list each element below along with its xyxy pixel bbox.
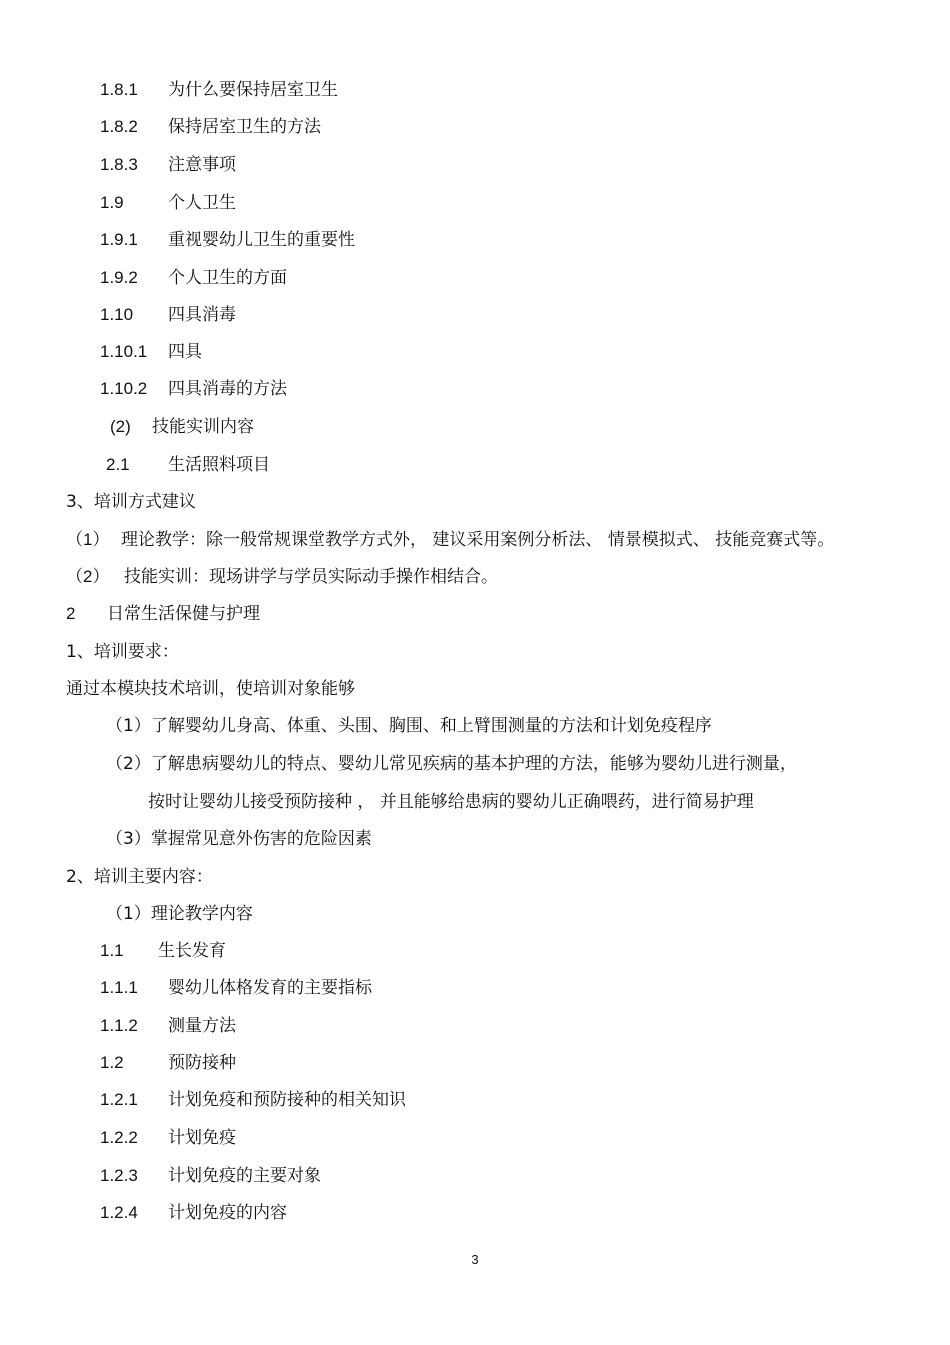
item-text: 计划免疫和预防接种的相关知识	[168, 1090, 406, 1110]
requirement-item	[106, 828, 606, 850]
item-number: 1.10.2	[100, 379, 148, 398]
toc-item	[100, 192, 500, 214]
item-text: 生活照料项目	[168, 455, 270, 475]
toc-item	[100, 1127, 500, 1149]
requirement-text: 按时让婴幼儿接受预防接种 ， 并且能够给患病的婴幼儿正确喂药，进行简易护理	[148, 792, 754, 812]
section-heading	[66, 641, 466, 663]
toc-item	[100, 1015, 500, 1037]
item-text: 婴幼儿体格发育的主要指标	[168, 978, 372, 998]
toc-item	[100, 79, 500, 101]
toc-item	[100, 1052, 500, 1074]
toc-item	[100, 940, 500, 962]
item-label: （2）	[66, 567, 110, 586]
skill-item	[106, 454, 506, 476]
item-number: 1.2	[100, 1053, 124, 1072]
requirement-item	[106, 715, 866, 737]
item-number: 1.8.2	[100, 117, 138, 136]
requirement-continuation	[148, 791, 908, 813]
item-text: 测量方法	[168, 1016, 236, 1036]
item-number: 1.2.1	[100, 1090, 138, 1109]
item-number: 1.1	[100, 941, 124, 960]
item-number: 1.2.4	[100, 1203, 138, 1222]
item-number: 1.8.3	[100, 155, 138, 174]
method-item-2	[66, 566, 866, 588]
item-text: 计划免疫	[168, 1128, 236, 1148]
item-number: 1.2.2	[100, 1128, 138, 1147]
item-text: 四具	[168, 342, 202, 362]
item-text: 生长发育	[158, 941, 226, 961]
item-text: 计划免疫的主要对象	[168, 1166, 321, 1186]
item-text: 预防接种	[168, 1053, 236, 1073]
heading-text: 3、培训方式建议	[66, 492, 196, 512]
toc-item	[100, 229, 500, 251]
item-text: 重视婴幼儿卫生的重要性	[168, 230, 355, 250]
page-number: 3	[471, 1252, 479, 1267]
item-label: （1）	[66, 530, 110, 549]
item-text: 计划免疫的内容	[168, 1203, 287, 1223]
item-number: 1.2.3	[100, 1166, 138, 1185]
toc-item	[100, 267, 500, 289]
item-text: 个人卫生的方面	[168, 268, 287, 288]
item-number: 1.9	[100, 193, 124, 212]
item-text: 个人卫生	[168, 193, 236, 213]
item-number: 1.9.2	[100, 268, 138, 287]
toc-item	[100, 1165, 500, 1187]
item-text: 为什么要保持居室卫生	[168, 80, 338, 100]
item-number: 1.9.1	[100, 230, 138, 249]
requirement-item	[106, 753, 906, 775]
heading-text: （1）理论教学内容	[106, 904, 253, 924]
item-text: 理论教学：除一般常规课堂教学方式外， 建议采用案例分析法、 情景模拟式、 技能竞赛式等。	[121, 530, 835, 550]
subsection-heading	[106, 903, 506, 925]
item-number: 1.1.2	[100, 1016, 138, 1035]
item-number: 1.10.1	[100, 342, 148, 361]
item-number: 1.1.1	[100, 978, 138, 997]
heading-text: 1、培训要求：	[66, 642, 179, 662]
toc-item	[100, 378, 500, 400]
section-heading	[66, 491, 466, 513]
requirement-text: （2）了解患病婴幼儿的特点、婴幼儿常见疾病的基本护理的方法，能够为婴幼儿进行测量，	[106, 754, 797, 774]
item-number: 1.10	[100, 305, 134, 324]
item-number: 2.1	[106, 455, 130, 474]
item-text: 技能实训内容	[152, 417, 254, 437]
module-title	[66, 603, 466, 625]
requirement-text: （3）掌握常见意外伤害的危险因素	[106, 829, 372, 849]
toc-item	[100, 116, 500, 138]
toc-item	[100, 154, 500, 176]
toc-item	[100, 1089, 500, 1111]
item-text: 四具消毒的方法	[168, 379, 287, 399]
item-number: 1.8.1	[100, 80, 138, 99]
toc-item	[100, 977, 500, 999]
section-heading	[66, 866, 466, 888]
intro-text: 通过本模块技术培训，使培训对象能够	[66, 679, 355, 699]
item-number: (2)	[110, 417, 131, 436]
paragraph	[66, 678, 566, 700]
item-text: 注意事项	[168, 155, 236, 175]
toc-item	[100, 1202, 500, 1224]
toc-item	[100, 341, 500, 363]
skill-heading	[110, 416, 510, 438]
method-item-1	[66, 529, 926, 551]
item-text: 保持居室卫生的方法	[168, 117, 321, 137]
requirement-text: （1）了解婴幼儿身高、体重、头围、胸围、和上臂围测量的方法和计划免疫程序	[106, 716, 712, 736]
module-number: 2	[66, 604, 76, 623]
item-text: 技能实训：现场讲学与学员实际动手操作相结合。	[124, 567, 498, 587]
item-text: 四具消毒	[168, 305, 236, 325]
heading-text: 2、培训主要内容：	[66, 867, 213, 887]
module-title-text: 日常生活保健与护理	[107, 604, 260, 624]
toc-item	[100, 304, 500, 326]
